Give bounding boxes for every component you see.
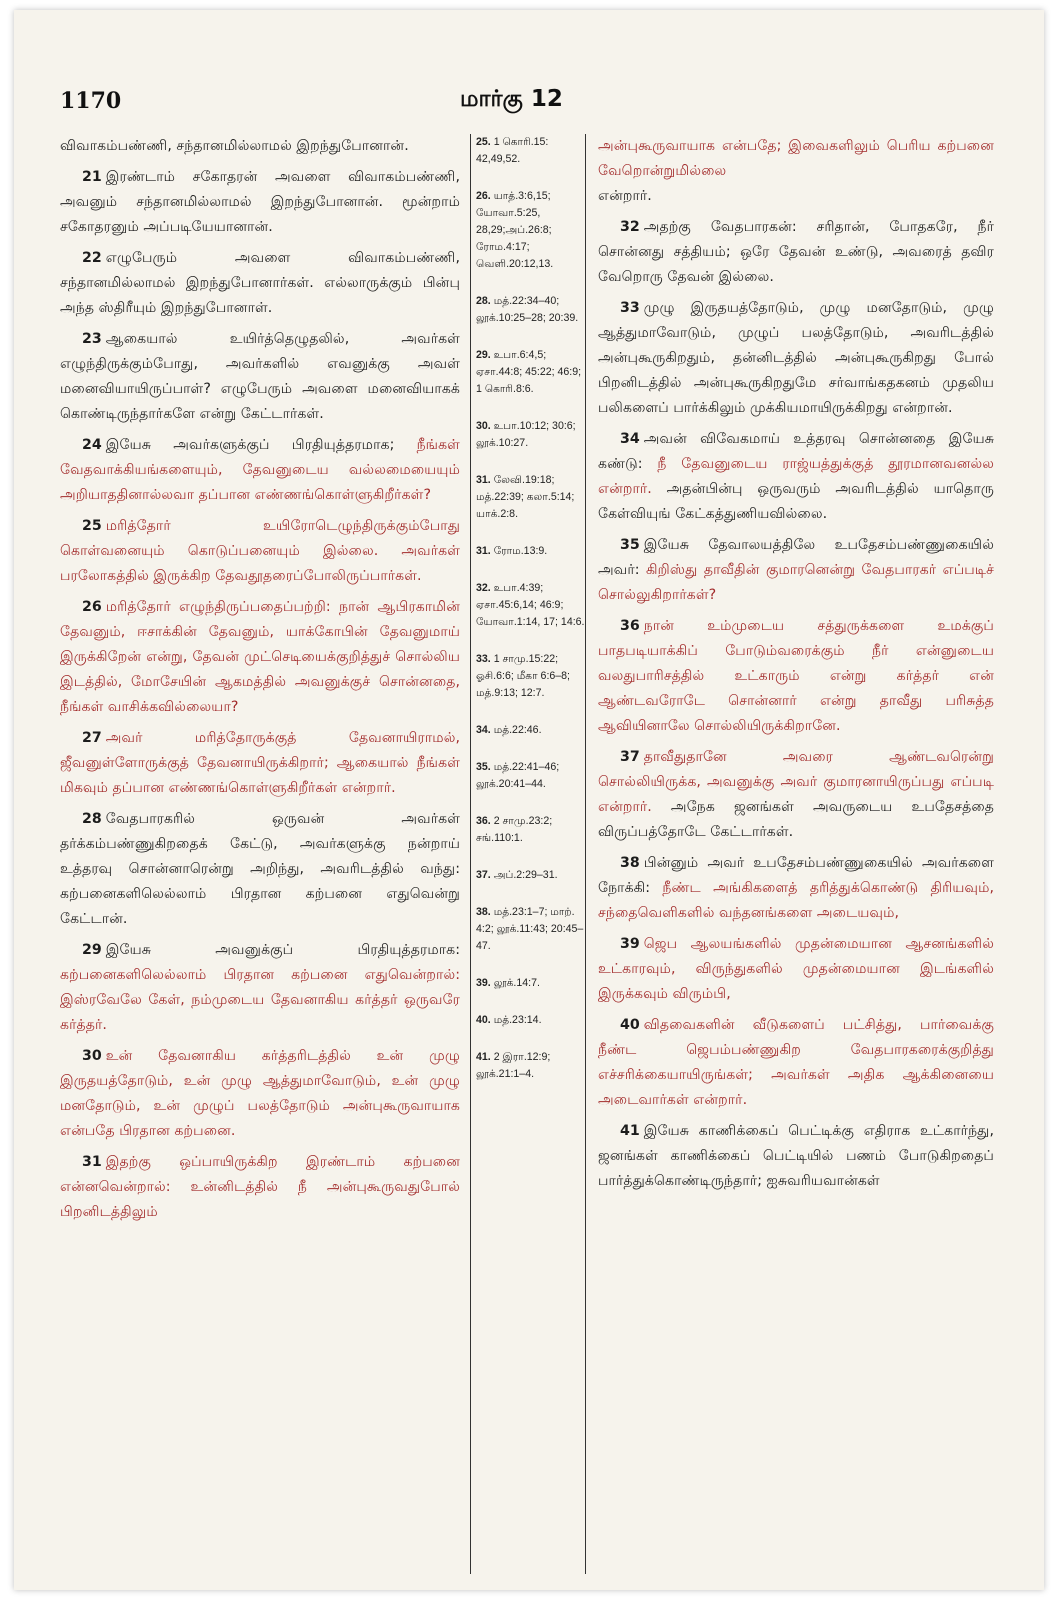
reference-text: 1 சாமு.15:22; ஓசி.6:6; மீகா 6:6–8; மத்.9:13; 12:7. [476,653,571,699]
reference-text: உபா.4:39; ஏசா.45:6,14; 46:9; யோவா.1:14, 17; 14:6. [476,582,585,628]
left-text-column [60,134,460,1574]
verse-number: 21 [82,169,102,185]
cross-reference [476,1049,585,1083]
verse-text: அதற்கு வேதபாரகன்: சரிதான், போதகரே, நீர் சொன்னது சத்தியம்; ஒரே தேவன் உண்டு, அவரைத் தவிர வேறொரு தேவன் இல்லை. [598,219,994,285]
cross-reference [476,293,585,327]
reference-text: உபா.6:4,5; ஏசா.44:8; 45:22; 46:9; 1 கொரி.8:6. [476,349,582,395]
words-of-jesus: விதவைகளின் வீடுகளைப் பட்சித்து, பார்வைக்கு நீண்ட ஜெபம்பண்ணுகிற வேதபாரகரைக்குறித்து எச்சரிக்கையாயிருங்கள்; அவர்கள் அதிக ஆக்கினையை அடைவார்கள் என்றார். [598,1017,994,1108]
cross-reference [476,1012,585,1029]
verse-text: ஆகையால் உயிர்த்தெழுதலில், அவர்கள் எழுந்திருக்கும்போது, அவர்களில் எவனுக்கு அவள் மனைவியாயிருப்பாள்? எழுபேரும் அவளை மனைவியாகக் கொண்டிருந்தார்களே என்று கேட்டார்கள். [60,331,460,422]
verse-text: இயேசு காணிக்கைப் பெட்டிக்கு எதிராக உட்கார்ந்து, ஜனங்கள் காணிக்கைப் பெட்டியில் பணம் போடுகிறதைப் பார்த்துக்கொண்டிருந்தார்; ஐசுவரியவான்கள் [598,1123,994,1189]
continuation-text: விவாகம்பண்ணி, சந்தானமில்லாமல் இறந்துபோனான். [60,138,409,154]
verse-text: எழுபேரும் அவளை விவாகம்பண்ணி, சந்தானமில்லாமல் இறந்துபோனார்கள். எல்லாருக்கும் பின்பு அந்த ஸ்திரீயும் இறந்துபோனாள். [60,250,460,316]
verse-number: 37 [620,749,640,765]
page-number: 1170 [60,88,122,114]
verse-number: 33 [620,300,640,316]
right-text-column [598,134,994,1574]
verse-number: 31 [82,1154,102,1170]
verse-number: 22 [82,250,102,266]
verse-text: பின்னும் அவர் உபதேசம்பண்ணுகையில் அவர்களை நோக்கி: [598,855,994,896]
verse-text: இரண்டாம் சகோதரன் அவளை விவாகம்பண்ணி, அவனும் சந்தானமில்லாமல் இறந்துபோனான். மூன்றாம் சகோதரனும் அப்படியேயானான். [60,169,460,235]
verse-number: 30 [82,1048,102,1064]
cross-reference [476,867,585,884]
verse-text: இயேசு அவனுக்குப் பிரதியுத்தரமாக: [105,942,460,958]
verse-text: இயேசு அவர்களுக்குப் பிரதியுத்தரமாக; [105,437,395,453]
reference-text: 2 இரா.12:9; லூக்.21:1–4. [476,1051,551,1080]
cross-reference [476,904,585,955]
words-of-jesus: கிறிஸ்து தாவீதின் குமாரனென்று வேதபாரகர் எப்படிச் சொல்லுகிறார்கள்? [598,562,994,603]
verse-38 [598,851,994,926]
reference-verse-number: 32. [476,582,491,594]
cross-reference [476,813,585,847]
verse-21 [60,165,460,240]
reference-verse-number: 31. [476,545,491,557]
reference-text: லேவி.19:18; மத்.22:39; கலா.5:14; யாக்.2:8. [476,474,575,520]
verse-number: 32 [620,219,640,235]
reference-verse-number: 34. [476,724,491,736]
cross-reference [476,418,585,452]
reference-verse-number: 38. [476,906,491,918]
reference-text: 2 சாமு.23:2; சங்.110:1. [476,815,553,844]
verse-text: அநேக ஜனங்கள் அவருடைய உபதேசத்தை விருப்பத்தோடே கேட்டார்கள். [598,799,994,840]
verse-text: வேதபாரகரில் ஒருவன் அவர்கள் தர்க்கம்பண்ணுகிறதைக் கேட்டு, அவர்களுக்கு நன்றாய் உத்தரவு சொன்னாரென்று அறிந்து, அவரிடத்தில் வந்து: கற்பனைகளிலெல்லாம் பிரதான கற்பனை எதுவென்று கேட்டான். [60,811,460,927]
cross-reference [476,472,585,523]
words-of-jesus: நீண்ட அங்கிகளைத் தரித்துக்கொண்டு திரியவும், சந்தைவெளிகளில் வந்தனங்களை அடையவும், [598,880,994,921]
verse-number: 41 [620,1123,640,1139]
verse-number: 29 [82,942,102,958]
reference-text: 1 கொரி.15: 42,49,52. [476,136,549,165]
verse-text: அவன் விவேகமாய் உத்தரவு சொன்னதை இயேசு கண்டு: [598,431,994,472]
verse-number: 26 [82,599,102,615]
verse-25 [60,514,460,589]
reference-verse-number: 35. [476,761,491,773]
words-of-jesus: ஜெப ஆலயங்களில் முதன்மையான ஆசனங்களில் உட்காரவும், விருந்துகளில் முதன்மையான இடங்களில் இருக்கவும் விரும்பி, [598,936,994,1002]
words-of-jesus: கற்பனைகளிலெல்லாம் பிரதான கற்பனை எதுவென்றால்: இஸ்ரவேலே கேள், நம்முடைய தேவனாகிய கர்த்தர் ஒருவரே கர்த்தர். [60,967,460,1033]
verse-23 [60,327,460,427]
verse-number: 34 [620,431,640,447]
reference-verse-number: 26. [476,190,491,202]
reference-text: ரோம.13:9. [493,545,548,557]
verse-number: 28 [82,811,102,827]
continuation-red-text: அன்புகூருவாயாக என்பதே; இவைகளிலும் பெரிய கற்பனை வேறொன்றுமில்லை [598,138,994,179]
reference-text: மத்.22:41–46; லூக்.20:41–44. [476,761,560,790]
verse-text: இயேசு தேவாலயத்திலே உபதேசம்பண்ணுகையில் அவர்: [598,537,994,578]
cross-reference [476,347,585,398]
verse-number: 24 [82,437,102,453]
cross-reference [476,759,585,793]
page-header [14,10,1044,120]
verse-29 [60,938,460,1038]
reference-verse-number: 25. [476,136,491,148]
verse-31 [60,1150,460,1225]
verse-34 [598,427,994,527]
reference-text: அப்.2:29–31. [493,869,558,881]
verse-number: 25 [82,518,102,534]
reference-verse-number: 40. [476,1014,491,1026]
cross-reference [476,975,585,992]
words-of-jesus: நீங்கள் வேதவாக்கியங்களையும், தேவனுடைய வல்லமையையும் அறியாததினால்லவா தப்பான எண்ணங்கொள்ளுகிறீர்கள்? [60,437,460,503]
reference-verse-number: 37. [476,869,491,881]
verse-24 [60,433,460,508]
words-of-jesus: நான் உம்முடைய சத்துருக்களை உமக்குப் பாதபடியாக்கிப் போடும்வரைக்கும் நீர் என்னுடைய வலதுபாரிசத்தில் உட்காரும் என்று கர்த்தர் என் ஆண்டவரோடே சொன்னார் என்று தாவீது பரிசுத்த ஆவியினாலே சொல்லியிருக்கிறானே. [598,618,994,734]
verse-40 [598,1013,994,1113]
verse-22 [60,246,460,321]
reference-verse-number: 39. [476,977,491,989]
verse-number: 36 [620,618,640,634]
reference-text: மத்.22:46. [493,724,542,736]
verse-41 [598,1119,994,1194]
words-of-jesus: நீ தேவனுடைய ராஜ்யத்துக்குத் தூரமானவனல்ல என்றார். [598,456,994,497]
reference-text: மத்.22:34–40; லூக்.10:25–28; 20:39. [476,295,579,324]
reference-verse-number: 41. [476,1051,491,1063]
verse-text: அதன்பின்பு ஒருவரும் அவரிடத்தில் யாதொரு கேள்வியுங் கேட்கத்துணியவில்லை. [598,481,994,522]
verse-28 [60,807,460,932]
verse-32 [598,215,994,290]
reference-text: லூக்.14:7. [493,977,540,989]
verse-39 [598,932,994,1007]
reference-verse-number: 30. [476,420,491,432]
verse-37 [598,745,994,845]
verse-number: 35 [620,537,640,553]
cross-reference [476,134,585,168]
reference-text: மத்.23:1–7; மாற். 4:2; லூக்.11:43; 20:45–47. [476,906,584,952]
verse-number: 39 [620,936,640,952]
cross-reference [476,722,585,739]
verse-number: 38 [620,855,640,871]
reference-text: யாத்.3:6,15; யோவா.5:25, 28,29;அப்.26:8; ரோம.4:17; வெளி.20:12,13. [476,190,554,270]
reference-text: மத்.23:14. [493,1014,542,1026]
verse-number: 27 [82,730,102,746]
words-of-jesus: மரித்தோர் உயிரோடெழுந்திருக்கும்போது கொள்வனையும் கொடுப்பனையும் இல்லை. அவர்கள் பரலோகத்தில் இருக்கிற தேவதூதரைப்போலிருப்பார்கள். [60,518,460,584]
continuation-text [598,134,994,209]
verse-number: 23 [82,331,102,347]
verse-35 [598,533,994,608]
words-of-jesus: இதற்கு ஒப்பாயிருக்கிற இரண்டாம் கற்பனை என்னவென்றால்: உன்னிடத்தில் நீ அன்புகூருவதுபோல் பிறனிடத்திலும் [60,1154,460,1220]
bible-page [14,10,1044,1590]
running-title: மார்கு 12 [460,86,563,112]
reference-verse-number: 29. [476,349,491,361]
verse-26 [60,595,460,720]
verse-36 [598,614,994,739]
verse-text: முழு இருதயத்தோடும், முழு மனதோடும், முழு ஆத்துமாவோடும், முழுப் பலத்தோடும், அவரிடத்தில் அன்புகூருகிறதும், தன்னிடத்தில் அன்புகூருகிறது போல் பிறனிடத்தில் அன்புகூருகிறதுமே சர்வாங்கதகனம் முதலிய பலிகளைப் பார்க்கிலும் முக்கியமாயிருக்கிறது என்றான். [598,300,994,416]
cross-reference [476,543,585,560]
reference-verse-number: 33. [476,653,491,665]
cross-reference [476,651,585,702]
reference-verse-number: 28. [476,295,491,307]
verse-27 [60,726,460,801]
words-of-jesus: மரித்தோர் எழுந்திருப்பதைப்பற்றி: நான் ஆபிரகாமின் தேவனும், ஈசாக்கின் தேவனும், யாக்கோபின் தேவனுமாய் இருக்கிறேன் என்று, தேவன் முட்செடியைக்குறித்துச் சொல்லிய இடத்தில், மோசேயின் ஆகமத்தில் அவனுக்குச் சொன்னதை, நீங்கள் வாசிக்கவில்லையா? [60,599,460,715]
cross-reference-column [470,134,586,1574]
reference-verse-number: 36. [476,815,491,827]
verse-number: 40 [620,1017,640,1033]
continuation-tail: என்றார். [598,188,652,204]
reference-text: உபா.10:12; 30:6; லூக்.10:27. [476,420,576,449]
reference-verse-number: 31. [476,474,491,486]
words-of-jesus: அவர் மரித்தோருக்குத் தேவனாயிராமல், ஜீவனுள்ளோருக்குத் தேவனாயிருக்கிறார்; ஆகையால் நீங்கள் மிகவும் தப்பான எண்ணங்கொள்ளுகிறீர்கள் என்றார். [60,730,460,796]
words-of-jesus: உன் தேவனாகிய கர்த்தரிடத்தில் உன் முழு இருதயத்தோடும், உன் முழு ஆத்துமாவோடும், உன் முழு மனதோடும், உன் முழுப் பலத்தோடும் அன்புகூருவாயாக என்பதே பிரதான கற்பனை. [60,1048,460,1139]
verse-30 [60,1044,460,1144]
cross-reference [476,580,585,631]
cross-reference [476,188,585,273]
verse-33 [598,296,994,421]
words-of-jesus: தாவீதுதானே அவரை ஆண்டவரென்று சொல்லியிருக்க, அவனுக்கு அவர் குமாரனாயிருப்பது எப்படி என்றார். [598,749,994,815]
